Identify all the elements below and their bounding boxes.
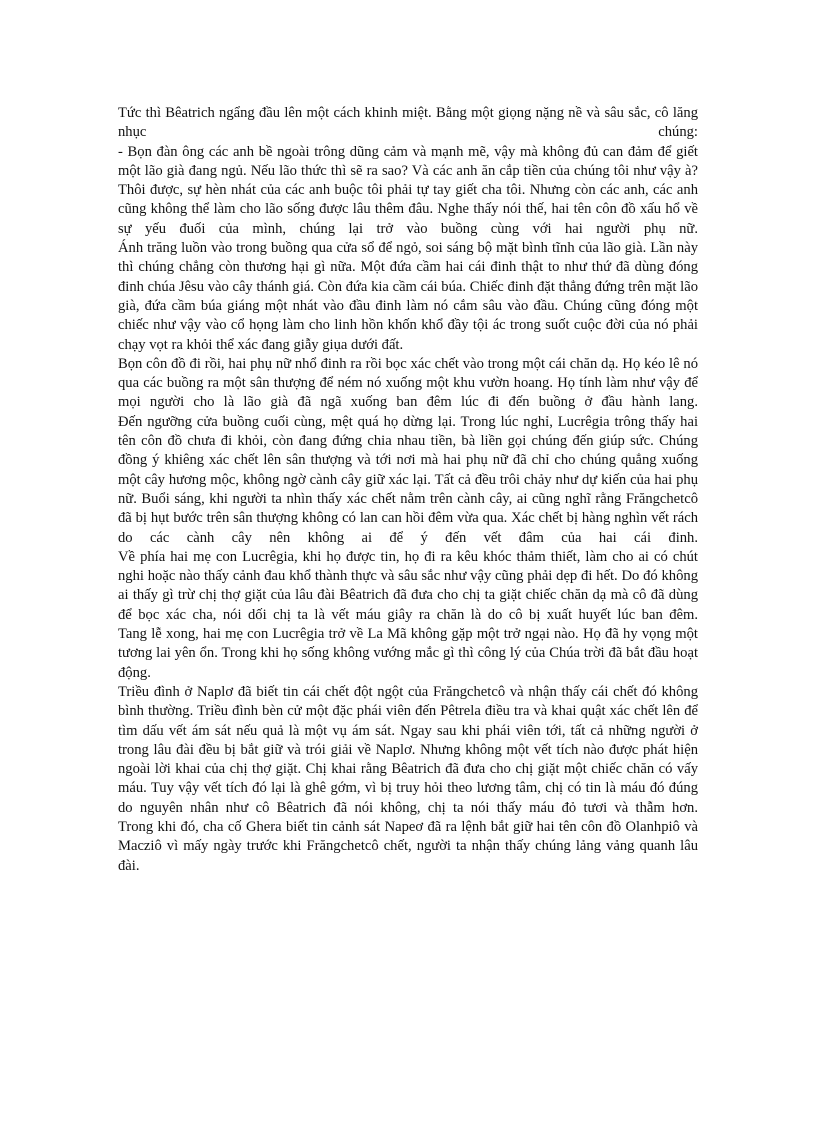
paragraph: Về phía hai mẹ con Lucrêgia, khi họ được tin, họ đi ra kêu khóc thảm thiết, làm cho ai có chút nghi hoặc nào thấy cảnh đau khổ thành thực và sâu sắc như vậy cũng phải dẹp đi hết. Do đó không ai thấy gì trừ chị thợ giặt của lâu đài Bêatrich đã đưa cho chị ta giặt chiếc chăn dạ mà cô đã dùng để bọc xác cha, nói dối chị ta là vết máu giây ra chăn là do cô bị xuất huyết lúc ban đêm. xyxy=(118,548,698,623)
paragraph: Đến ngưỡng cửa buồng cuối cùng, mệt quá họ dừng lại. Trong lúc nghỉ, Lucrêgia trông thấy hai tên côn đồ chưa đi khỏi, còn đang đứng chia nhau tiền, bà liền gọi chúng đến giúp sức. Chúng đồng ý khiêng xác chết lên sân thượng và tới nơi mà hai phụ nữ đã chỉ cho chúng quẳng xuống một cây hương mộc, không ngờ cành cây giữ xác lại. Tất cả đều trôi chảy như dự kiến của hai phụ nữ. Buổi sáng, khi người ta nhìn thấy xác chết nằm trên cành cây, ai cũng nghĩ rằng Frăngchetcô đã bị hụt bước trên sân thượng không có lan can hồi đêm vừa qua. Xác chết bị hàng nghìn vết rách do các cành cây nên không ai để ý đến vết đâm của hai cái đinh. xyxy=(118,413,698,546)
paragraph: Tức thì Bêatrich ngẩng đầu lên một cách khinh miệt. Bằng một giọng nặng nề và sâu sắc, cô lăng nhục chúng: xyxy=(118,105,698,141)
document-page xyxy=(118,104,698,876)
paragraph: Ánh trăng luồn vào trong buồng qua cửa sổ để ngỏ, soi sáng bộ mặt bình tĩnh của lão già. Lần này thì chúng chẳng còn thương hại gì nữa. Một đứa cầm hai cái đinh thật to như thứ đã dùng đóng đinh chúa Jêsu vào cây thánh giá. Còn đứa kia cầm cái búa. Chiếc đinh đặt thẳng đứng trên mặt lão già, đứa cầm búa giáng một nhát vào đầu đinh làm nó cắm sâu vào đầu. Chúng cũng đóng một chiếc như vậy vào cổ họng làm cho linh hồn khốn khổ đầy tội ác trong suốt cuộc đời của nó phải chạy vọt ra khỏi thể xác đang giẫy giụa dưới đất. xyxy=(118,240,698,353)
paragraph: Bọn côn đồ đi rồi, hai phụ nữ nhổ đinh ra rồi bọc xác chết vào trong một cái chăn dạ. Họ kéo lê nó qua các buồng ra một sân thượng để ném nó xuống một khu vườn hoang. Họ tính làm như vậy để mọi người cho là lão già đã ngã xuống ban đêm lúc đi đến buồng ở đầu hành lang. xyxy=(118,355,698,411)
paragraph: Triều đình ở Naplơ đã biết tin cái chết đột ngột của Frăngchetcô và nhận thấy cái chết đó không bình thường. Triều đình bèn cử một đặc phái viên đến Pêtrela điều tra và khai quật xác chết lên để tìm dấu vết ám sát nếu quả là một vụ ám sát. Ngay sau khi phái viên tới, tất cả những người ở trong lâu đài đều bị bắt giữ và trói giải về Naplơ. Nhưng không một vết tích nào được phát hiện ngoài lời khai của chị thợ giặt. Chị khai rằng Bêatrich đã đưa cho chị giặt một chiếc chăn có vấy máu. Tuy vậy vết tích đó lại là ghê gớm, vì bị truy hỏi theo lương tâm, chị có tin là máu đó đúng do nguyên nhân như cô Bêatrich đã nói không, chị ta nói thấy máu đỏ tươi và thẫm hơn. xyxy=(118,683,698,816)
paragraph: Tang lễ xong, hai mẹ con Lucrêgia trở về La Mã không gặp một trở ngại nào. Họ đã hy vọng một tương lai yên ổn. Trong khi họ sống không vướng mắc gì thì công lý của Chúa trời đã bắt đầu hoạt động. xyxy=(118,626,698,681)
paragraph: Trong khi đó, cha cố Ghera biết tin cảnh sát Napeơ đã ra lệnh bắt giữ hai tên côn đồ Olanhpiô và Macziô vì mấy ngày trước khi Frăngchetcô chết, người ta nhận thấy chúng lảng vảng quanh lâu đài. xyxy=(118,818,698,874)
paragraph: - Bọn đàn ông các anh bề ngoài trông dũng cảm và mạnh mẽ, vậy mà không đủ can đảm để giết một lão già đang ngủ. Nếu lão thức thì sẽ ra sao? Và các anh ăn cắp tiền của chúng tôi như vậy à? Thôi được, sự hèn nhát của các anh buộc tôi phải tự tay giết cha tôi. Nhưng còn các anh, các anh cũng không thể làm cho lão sống được lâu thêm đâu. Nghe thấy nói thế, hai tên côn đồ xấu hổ về sự yếu đuối của mình, chúng lại trở vào buồng cùng với hai người phụ nữ. xyxy=(118,143,698,237)
